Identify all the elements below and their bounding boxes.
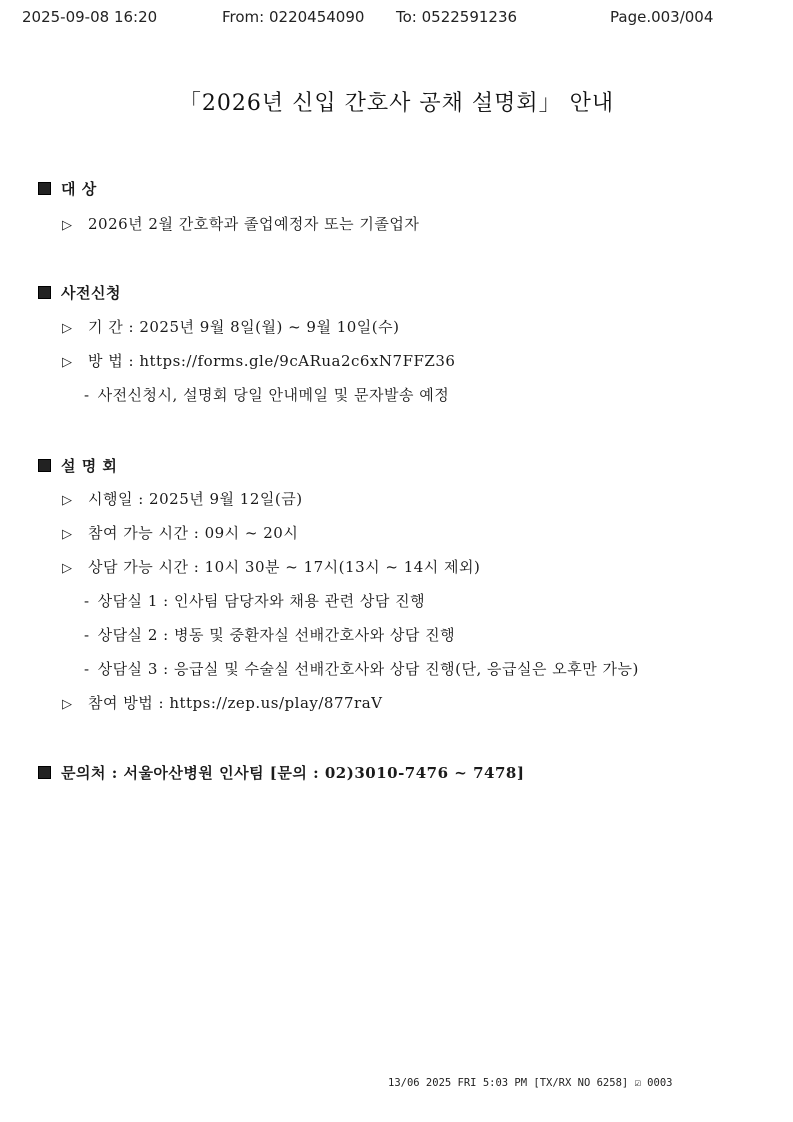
triangle-bullet-icon: ▷	[62, 561, 73, 576]
consultation-room-2: - 상담실 2 : 병동 및 중환자실 선배간호사와 상담 진행	[84, 626, 456, 644]
section-contact: 문의처 : 서울아산병원 인사팀 [문의 : 02)3010-7476 ~ 7478]	[38, 762, 524, 783]
briefing-date: ▷ 시행일 : 2025년 9월 12일(금)	[62, 490, 303, 508]
briefing-join-method: ▷ 참여 방법 : https://zep.us/play/877raV	[62, 694, 383, 712]
triangle-bullet-icon: ▷	[62, 321, 73, 336]
section-briefing-heading: 설 명 회	[38, 455, 117, 476]
fax-footer: 13/06 2025 FRI 5:03 PM [TX/RX NO 6258] ☑ 0003	[388, 1077, 673, 1089]
consultation-room-3: - 상담실 3 : 응급실 및 수술실 선배간호사와 상담 진행(단, 응급실은 오후만 가능)	[84, 660, 639, 678]
square-bullet-icon	[38, 459, 51, 472]
fax-to: To: 0522591236	[396, 8, 518, 26]
preregistration-method: ▷ 방 법 : https://forms.gle/9cARua2c6xN7FFZ36	[62, 352, 456, 370]
briefing-participation-hours: ▷ 참여 가능 시간 : 09시 ~ 20시	[62, 524, 299, 542]
fax-datetime: 2025-09-08 16:20	[22, 8, 158, 26]
square-bullet-icon	[38, 182, 51, 195]
target-item: ▷ 2026년 2월 간호학과 졸업예정자 또는 기졸업자	[62, 215, 420, 233]
consultation-room-1: - 상담실 1 : 인사팀 담당자와 채용 관련 상담 진행	[84, 592, 426, 610]
preregistration-note: - 사전신청시, 설명회 당일 안내메일 및 문자발송 예정	[84, 386, 450, 404]
triangle-bullet-icon: ▷	[62, 355, 73, 370]
section-target-heading: 대 상	[38, 178, 97, 199]
triangle-bullet-icon: ▷	[62, 493, 73, 508]
section-preregistration-heading: 사전신청	[38, 282, 121, 303]
triangle-bullet-icon: ▷	[62, 527, 73, 542]
fax-page: Page.003/004	[610, 8, 714, 26]
square-bullet-icon	[38, 286, 51, 299]
document-title: 「2026년 신입 간호사 공채 설명회」 안내	[178, 91, 615, 116]
triangle-bullet-icon: ▷	[62, 218, 73, 233]
briefing-consultation-hours: ▷ 상담 가능 시간 : 10시 30분 ~ 17시(13시 ~ 14시 제외)	[62, 558, 481, 576]
square-bullet-icon	[38, 766, 51, 779]
triangle-bullet-icon: ▷	[62, 697, 73, 712]
preregistration-period: ▷ 기 간 : 2025년 9월 8일(월) ~ 9월 10일(수)	[62, 318, 400, 336]
fax-header	[0, 8, 793, 32]
fax-from: From: 0220454090	[222, 8, 365, 26]
